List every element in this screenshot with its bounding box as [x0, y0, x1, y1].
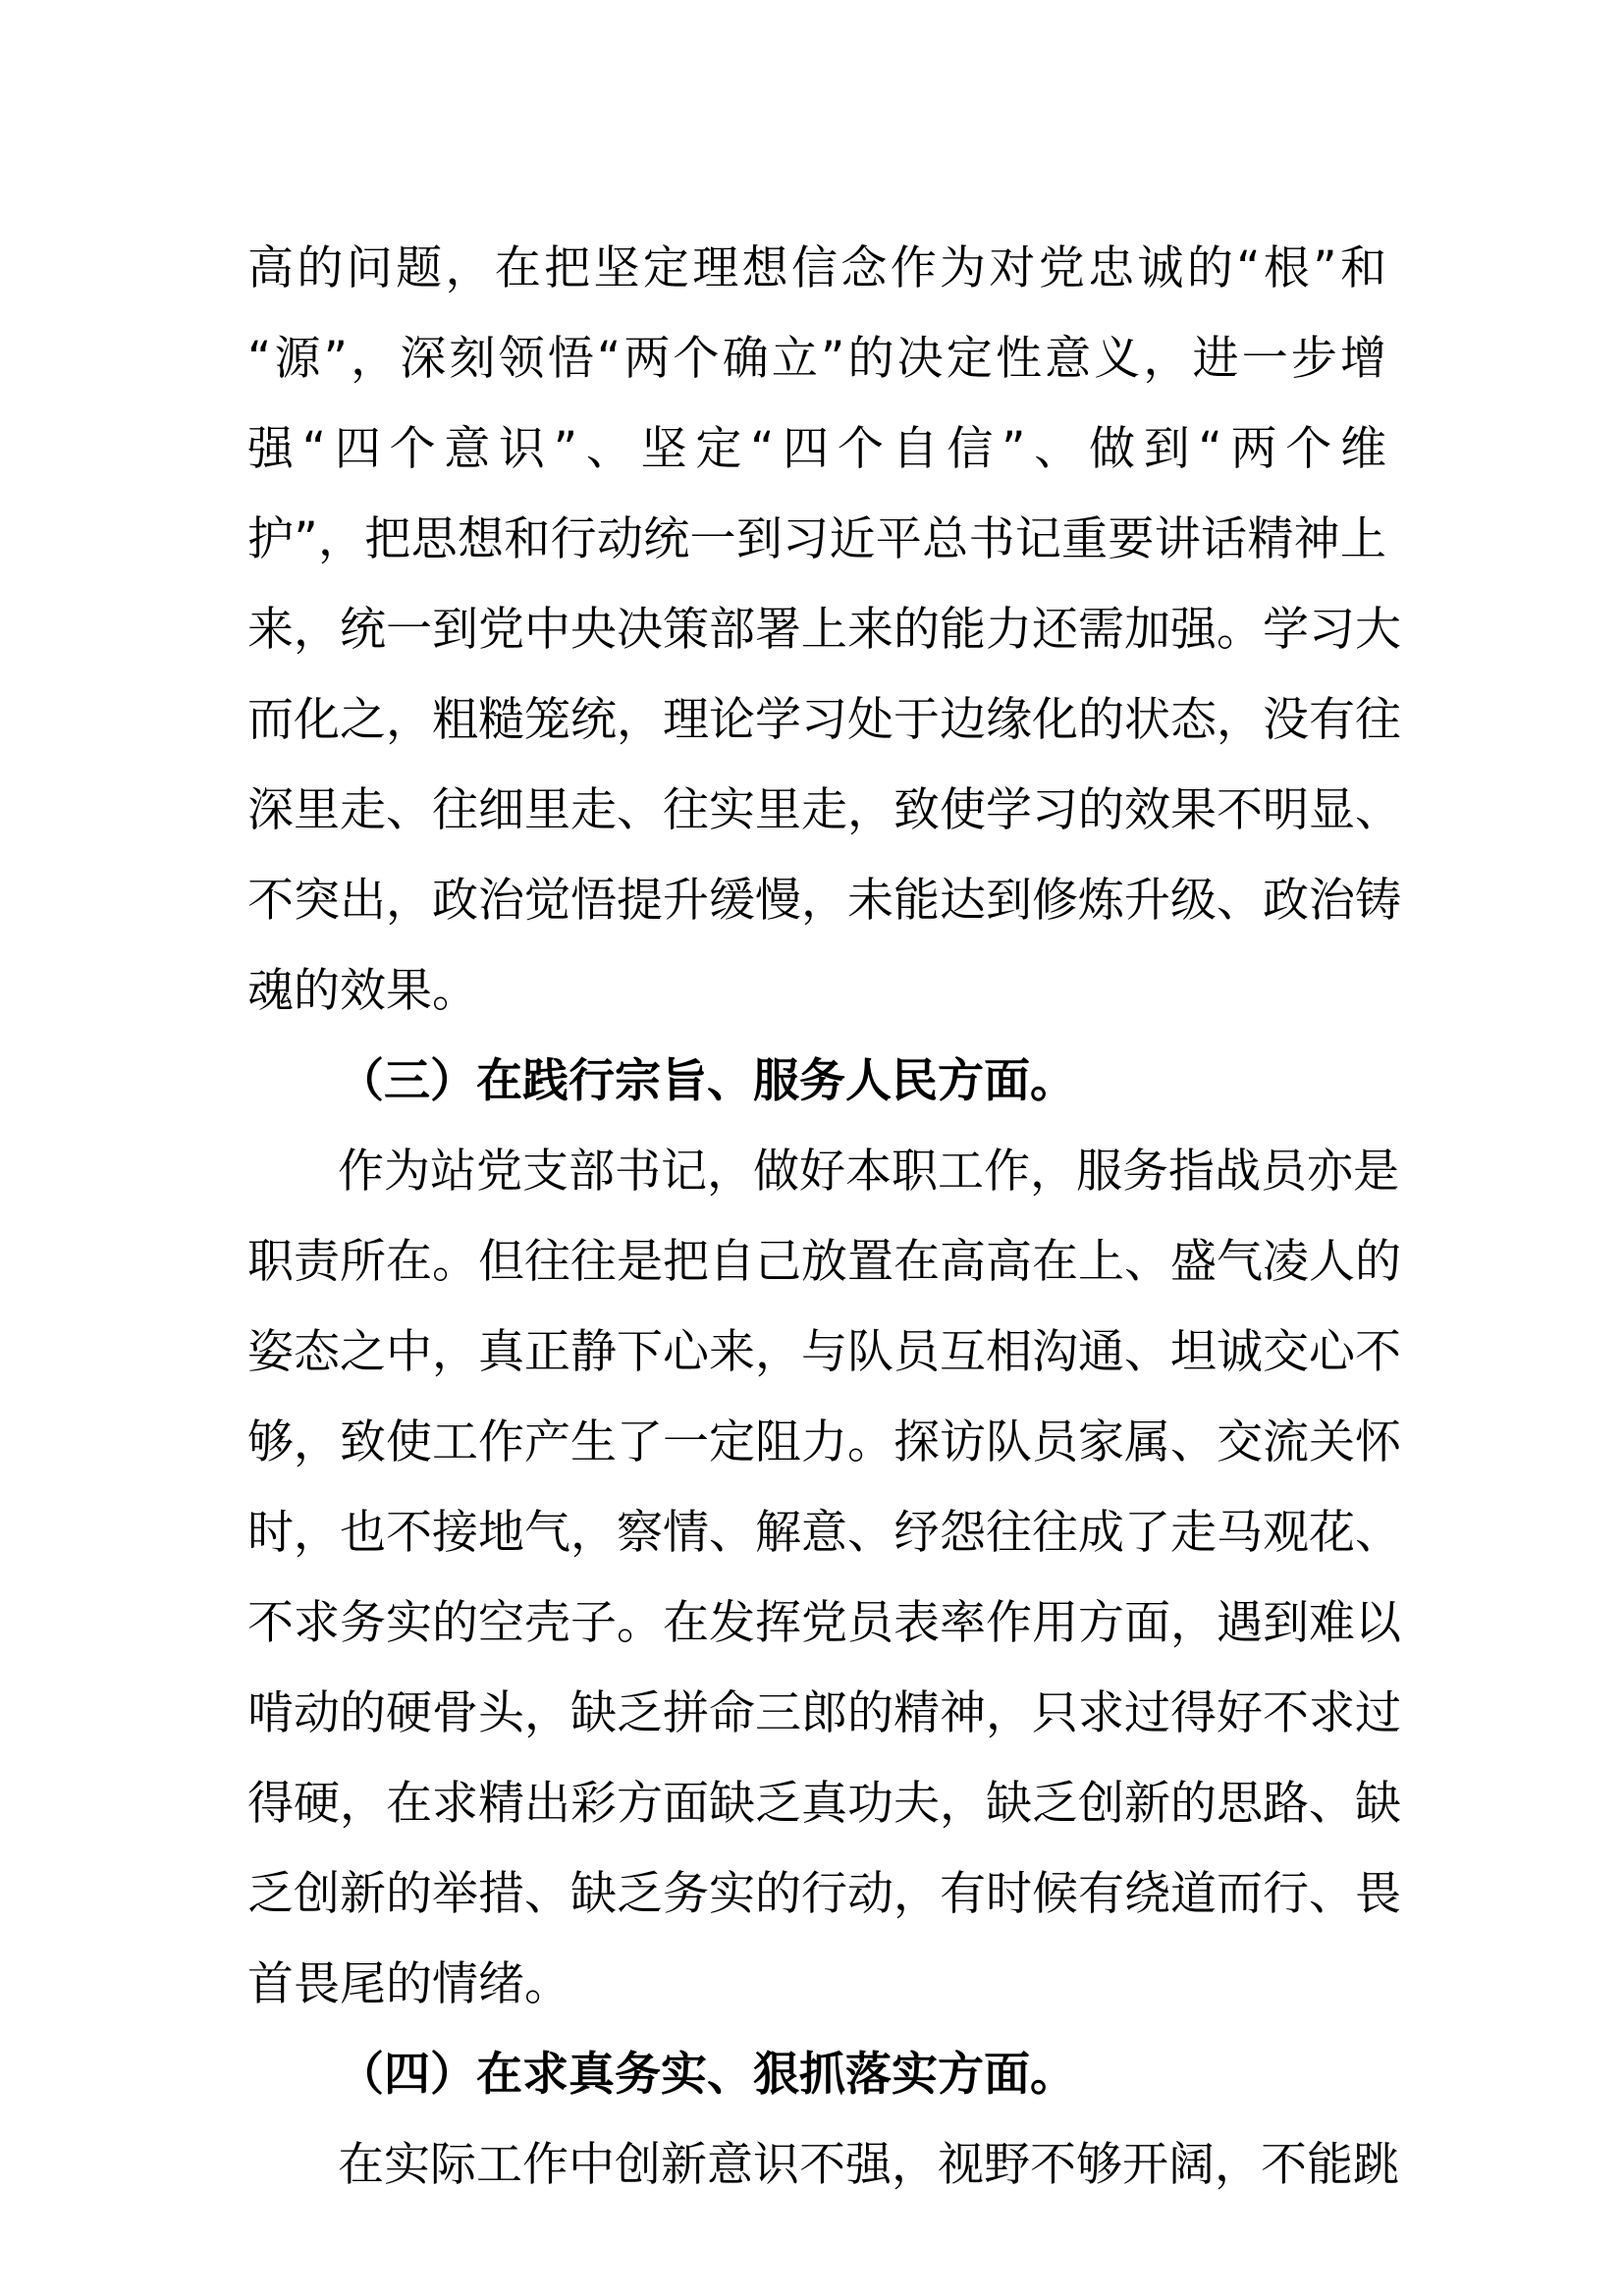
paragraph-line: 护”，把思想和行动统一到习近平总书记重要讲话精神上	[247, 512, 1386, 566]
paragraph-line: 深里走、往细里走、往实里走，致使学习的效果不明显、	[247, 783, 1401, 837]
paragraph-line: “源”，深刻领悟“两个确立”的决定性意义，进一步增	[247, 332, 1386, 386]
paragraph-line: 姿态之中，真正静下心来，与队员互相沟通、坦诚交心不	[247, 1325, 1401, 1379]
paragraph-line: 首畏尾的情绪。	[247, 1957, 570, 2011]
document-body	[247, 224, 1401, 2211]
section-heading-3: （三）在践行宗旨、服务人民方面。	[338, 1054, 1076, 1108]
paragraph-line: 乏创新的举措、缺乏务实的行动，有时候有绕道而行、畏	[247, 1867, 1401, 1921]
paragraph-line: 高的问题，在把坚定理想信念作为对党忠诚的“根”和	[247, 241, 1386, 295]
paragraph-line: 作为站党支部书记，做好本职工作，服务指战员亦是	[338, 1145, 1399, 1199]
paragraph-line: 不突出，政治觉悟提升缓慢，未能达到修炼升级、政治铸	[247, 874, 1401, 928]
paragraph-line: 职责所在。但往往是把自己放置在高高在上、盛气凌人的	[247, 1235, 1401, 1289]
paragraph-line: 不求务实的空壳子。在发挥党员表率作用方面，遇到难以	[247, 1596, 1401, 1650]
paragraph-line: 啃动的硬骨头，缺乏拼命三郎的精神，只求过得好不求过	[247, 1686, 1401, 1740]
paragraph-line: 来，统一到党中央决策部署上来的能力还需加强。学习大	[247, 603, 1401, 657]
paragraph-line: 而化之，粗糙笼统，理论学习处于边缘化的状态，没有往	[247, 693, 1401, 747]
paragraph-line: 强“四个意识”、坚定“四个自信”、做到“两个维	[247, 422, 1386, 476]
paragraph-line: 魂的效果。	[247, 964, 478, 1018]
section-heading-4: （四）在求真务实、狠抓落实方面。	[338, 2048, 1076, 2102]
paragraph-line: 得硬，在求精出彩方面缺乏真功夫，缺乏创新的思路、缺	[247, 1777, 1401, 1831]
paragraph-line: 在实际工作中创新意识不强，视野不够开阔，不能跳	[338, 2138, 1399, 2192]
paragraph-line: 够，致使工作产生了一定阻力。探访队员家属、交流关怀	[247, 1415, 1401, 1469]
paragraph-line: 时，也不接地气，察情、解意、纾怨往往成了走马观花、	[247, 1506, 1401, 1560]
